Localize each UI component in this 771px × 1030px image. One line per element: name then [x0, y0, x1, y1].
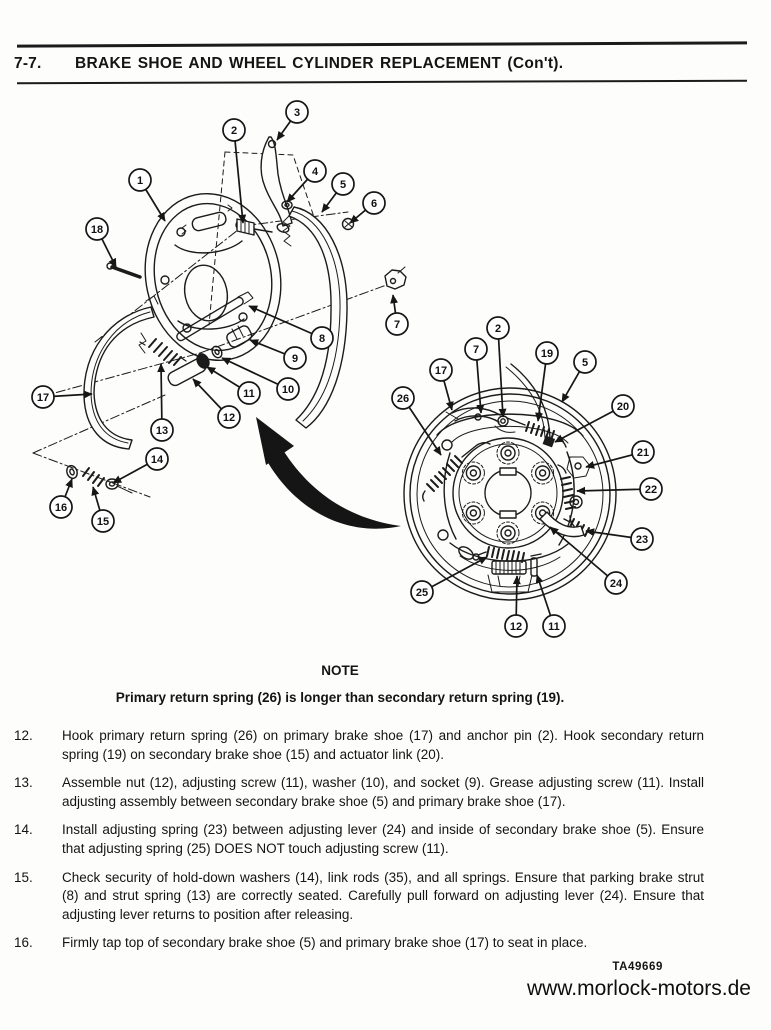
break-line	[139, 333, 146, 353]
svg-text:8: 8	[318, 333, 326, 345]
svg-text:24: 24	[609, 578, 623, 590]
callout-12	[193, 379, 240, 428]
svg-text:18: 18	[90, 224, 104, 236]
anchor-pin	[107, 263, 140, 277]
svg-text:22: 22	[644, 484, 658, 496]
parking-lever	[261, 137, 292, 234]
retainer-clip	[385, 267, 406, 289]
svg-text:5: 5	[339, 179, 347, 191]
svg-text:19: 19	[540, 348, 554, 360]
svg-text:7: 7	[472, 344, 480, 356]
step-number: 15.	[14, 869, 33, 885]
callout-16	[50, 479, 72, 518]
svg-text:17: 17	[36, 392, 50, 404]
callout-6	[350, 192, 385, 223]
anchor-pin-assembled	[498, 416, 508, 426]
svg-text:11: 11	[548, 621, 560, 633]
step-number: 14.	[14, 822, 33, 838]
page-title: BRAKE SHOE AND WHEEL CYLINDER REPLACEMENT (Con't).	[75, 55, 564, 72]
svg-text:16: 16	[54, 502, 68, 514]
svg-text:3: 3	[293, 107, 301, 119]
strut-spring	[140, 339, 186, 365]
svg-text:17: 17	[434, 365, 448, 377]
hub	[453, 438, 563, 548]
hold-down-spring-15	[83, 468, 104, 486]
step-number: 13.	[14, 775, 33, 791]
step-text: Hook primary return spring (26) on primary brake shoe (17) and anchor pin (2). Hook secondary return spring (19) on secondary brake shoe (15) and actuator link (20).	[62, 728, 704, 762]
step-text: Install adjusting spring (23) between adjusting lever (24) and inside of secondary brake shoe (5). Ensure that adjusting spring (25) DOES NOT touch adjusting screw (11).	[62, 822, 704, 856]
note-text: Primary return spring (26) is longer than secondary return spring (19).	[115, 690, 565, 705]
svg-text:1: 1	[136, 175, 144, 187]
callout-7	[386, 295, 408, 335]
callout-12	[505, 576, 527, 637]
svg-text:5: 5	[581, 357, 589, 369]
svg-text:25: 25	[415, 587, 429, 599]
svg-text:20: 20	[616, 401, 630, 413]
svg-text:13: 13	[155, 425, 169, 437]
wheel-bolts	[462, 442, 553, 544]
callout-17	[430, 359, 452, 410]
washer-16	[65, 464, 79, 480]
callout-3	[277, 101, 308, 140]
step-item	[14, 821, 704, 858]
svg-text:4: 4	[311, 166, 319, 178]
top-rule	[17, 41, 747, 47]
svg-text:9: 9	[291, 353, 299, 365]
step-item	[14, 727, 704, 764]
callout-7	[465, 338, 487, 413]
callouts-layer	[32, 101, 662, 637]
callout-24	[550, 527, 627, 594]
svg-text:2: 2	[494, 323, 502, 335]
secondary-return-spring	[507, 418, 566, 447]
svg-text:14: 14	[150, 454, 164, 466]
note-label: NOTE	[321, 663, 359, 678]
figure-code: TA49669	[612, 961, 663, 973]
backing-plate	[130, 181, 299, 373]
svg-text:12: 12	[222, 412, 236, 424]
washer-10	[210, 345, 224, 360]
svg-text:23: 23	[635, 534, 649, 546]
step-number: 16.	[14, 935, 33, 951]
nut-6	[343, 219, 354, 230]
watermark-url: www.morlock-motors.de	[526, 977, 751, 1000]
header-rule	[17, 80, 747, 85]
svg-text:6: 6	[370, 198, 378, 210]
brake-shoe-primary	[84, 296, 158, 449]
callout-20	[555, 395, 634, 442]
callout-14	[113, 448, 168, 483]
svg-text:21: 21	[636, 447, 650, 459]
svg-text:7: 7	[393, 319, 401, 331]
brake-assembly-diagram	[0, 95, 771, 655]
step-text: Check security of hold-down washers (14), link rods (35), and all springs. Ensure that parking brake strut (8) and strut spring (13) are correctly seated. Carefully pull forward on adjusting lever (24). Ensure that adjusting lever returns to position after releasing.	[62, 869, 704, 922]
strut-rod	[175, 292, 253, 342]
svg-text:26: 26	[396, 393, 410, 405]
step-item	[14, 774, 704, 811]
section-number: 7-7.	[14, 55, 42, 72]
assembled-view	[404, 364, 616, 600]
step-text: Assemble nut (12), adjusting screw (11), washer (10), and socket (9). Grease adjusting screw (11). Install adjusting assembly between secondary brake shoe (5) and primary brake shoe (17).	[62, 775, 704, 809]
step-text: Firmly tap top of secondary brake shoe (5) and primary brake shoe (17) to seat in place.	[62, 935, 588, 951]
callout-23	[586, 528, 653, 550]
callout-5	[322, 173, 354, 212]
callout-5	[562, 351, 596, 402]
callout-13	[151, 364, 173, 441]
svg-text:11: 11	[243, 388, 255, 400]
instruction-steps	[14, 727, 704, 963]
svg-text:2: 2	[230, 125, 238, 137]
step-item	[14, 869, 704, 925]
callout-11	[537, 575, 565, 637]
svg-text:12: 12	[509, 621, 523, 633]
callout-8	[249, 306, 333, 349]
callout-1	[129, 169, 165, 221]
step-number: 12.	[14, 728, 33, 743]
callout-15	[92, 487, 114, 532]
pointer-arrow	[256, 417, 401, 529]
callout-18	[86, 218, 116, 267]
callout-17	[32, 386, 92, 408]
svg-text:10: 10	[281, 384, 295, 396]
step-item	[14, 934, 704, 953]
svg-text:15: 15	[96, 516, 110, 528]
callout-21	[586, 441, 654, 467]
callout-22	[577, 478, 662, 500]
